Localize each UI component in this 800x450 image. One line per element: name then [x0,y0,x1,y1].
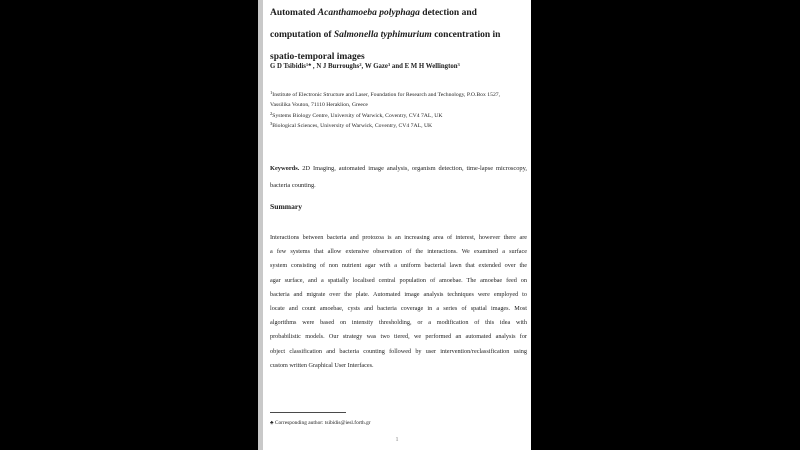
affiliation-line [270,121,527,131]
affiliation-line [270,100,527,110]
summary-line: locate and count amoebae, cysts and bacteria coverage in a series of spatial images. Most [270,304,527,312]
summary-line: agar surface, and a spatially localised central population of amoebae. The amoebae feed on [270,276,527,284]
text-run: Institute of Electronic Structure and Laser, Foundation for Research and Technology, P.O.Box 1527, [272,92,501,98]
italic-text: Salmonella typhimurium [333,30,432,40]
corresponding-author-symbol: ♣ [270,420,274,426]
italic-text: Acanthamoeba polyphaga [317,8,420,18]
summary-paragraph [270,231,527,373]
title-line [270,24,527,46]
summary-line: object classification and bacteria counting followed by user intervention/reclassification using [270,347,527,355]
keywords-label: Keywords. [270,165,300,172]
summary-line: custom written Graphical User Interfaces. [270,361,374,369]
text-run: Automated [270,8,318,18]
superscript: 2 [359,62,362,67]
affiliation-line [270,111,527,121]
authors-line [270,63,527,70]
superscript: 2 [270,110,273,116]
paper-title [270,2,527,68]
text-run: and E M H Wellington [390,63,458,70]
summary-heading: Summary [270,202,303,211]
summary-line: a few systems that allow extensive observation of the interactions. We examined a surface [270,248,527,256]
text-run: , W Gaze [361,63,388,70]
summary-line: bacteria and migrate over the plate. Automated image analysis techniques were employed to [270,290,527,298]
text-run: G D Tsibidis [270,63,306,70]
footnote-rule [270,412,346,413]
text-run: detection and [419,8,477,18]
affiliation-line [270,90,527,100]
superscript: 3 [270,121,273,127]
text-run: computation of [270,30,334,40]
summary-line: system consisting of non nutrient agar with a uniform bacterial lawn that extended over the [270,262,527,270]
corresponding-author-text: Corresponding author: tsibidis@iesl.forth.gr [273,420,371,426]
page-number: 1 [395,436,399,443]
text-run: spatio-temporal images [270,52,365,62]
keywords-text: 2D Imaging, automated image analysis, organism detection, time-lapse microscopy, bacteria counting. [270,165,527,189]
text-run: Systems Biology Centre, University of Warwick, Coventry, CV4 7AL, UK [272,112,443,119]
affiliations [270,90,527,132]
paper-page [258,0,531,450]
superscript: 3 [387,62,391,67]
text-run: concentration in [431,30,501,40]
superscript: 1 [270,90,273,95]
footnote-line [270,420,527,426]
summary-line: Interactions between bacteria and protozoa is an increasing area of interest, however there are [270,234,527,241]
text-run: Biological Sciences, University of Warwick, Coventry, CV4 7AL, UK [272,123,433,130]
summary-line: probabilistic models. Our strategy was two tiered, we performed an automated analysis for [270,333,527,341]
keywords-block [270,161,527,195]
superscript: 1♣ [305,62,312,67]
title-line [270,2,527,24]
summary-line: algorithms were based on intensity thresholding, or a modification of this idea with [270,319,527,327]
text-run: , N J Burroughs [311,63,360,70]
text-run: Vassilika Vouton, 71110 Heraklion, Greece [270,102,368,109]
superscript: 3 [457,62,460,67]
